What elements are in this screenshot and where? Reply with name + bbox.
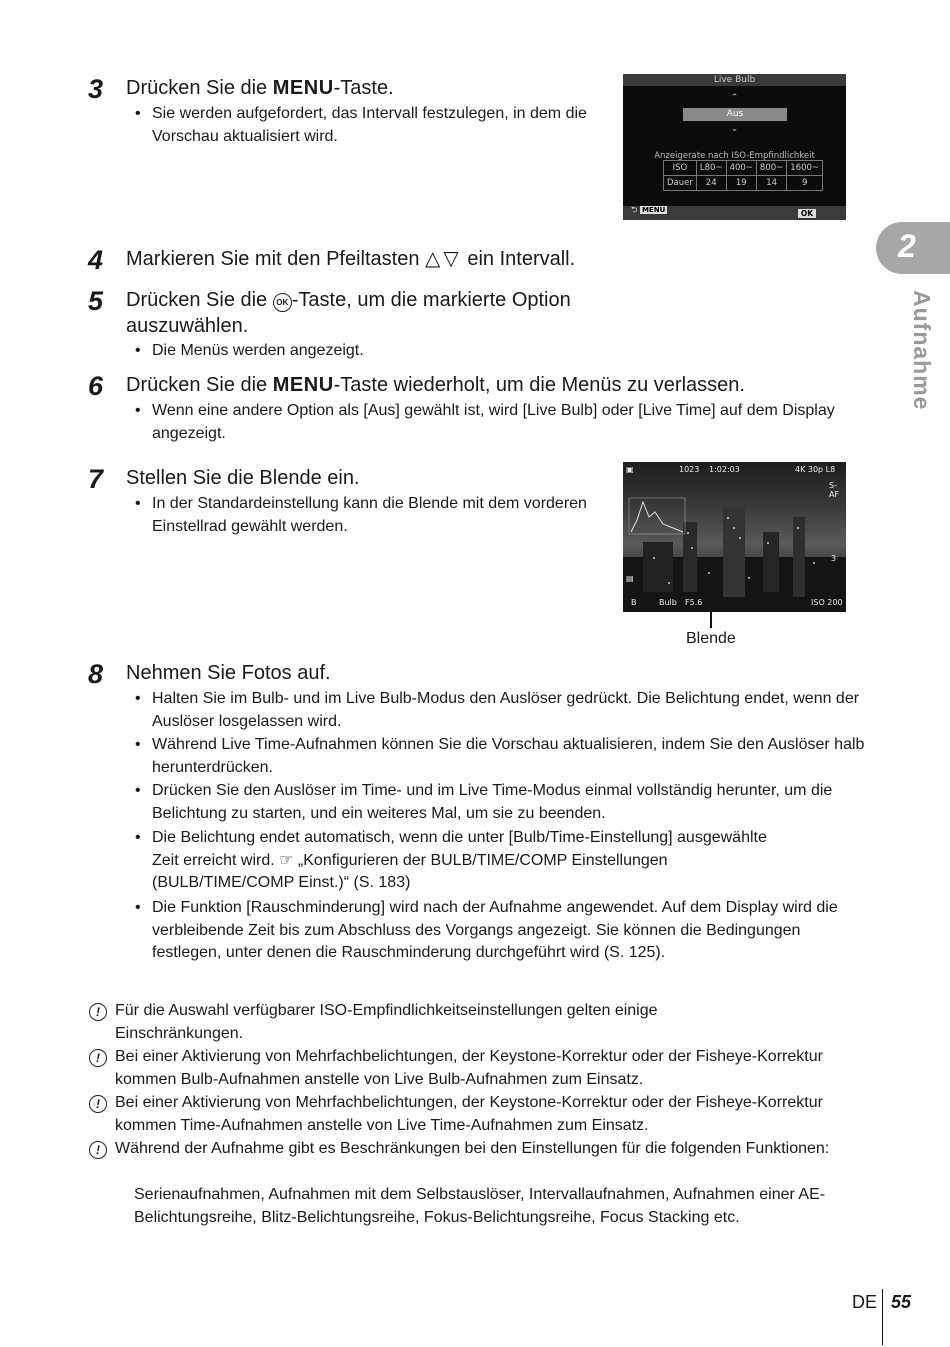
page-number: 55: [891, 1292, 912, 1312]
step-8-bullet: • Halten Sie im Bulb- und im Live Bulb-Modus den Auslöser gedrückt. Die Belichtung endet, wenn der Auslöser losgelassen wird.: [126, 688, 867, 733]
live-bulb-menu-screen: [623, 74, 846, 220]
step-3-bullet: • Sie werden aufgefordert, das Intervall festzulegen, in dem die Vorschau aktualisiert wird.: [126, 103, 602, 148]
up-arrow-icon: ⌃: [730, 93, 739, 103]
mode-icon: ▣: [626, 465, 634, 474]
step-5-title: [126, 287, 626, 339]
step-6-title-post: -Taste wiederholt, um die Menüs zu verlassen.: [333, 374, 745, 396]
caution-icon: !: [89, 1049, 107, 1067]
screen-footer: [623, 206, 846, 220]
exposure-mode: B: [631, 598, 637, 607]
screen-header: Live Bulb: [623, 74, 846, 86]
af-mode: S-AF: [829, 481, 840, 499]
caution-note: Bei einer Aktivierung von Mehrfachbelichtungen, der Keystone-Korrektur oder der Fisheye-Korrektur kommen Bulb-Aufnahmen anstelle von Live Bulb-Aufnahmen zum Einsatz.: [115, 1048, 823, 1088]
step-6-title-pre: Drücken Sie die: [126, 374, 273, 396]
table-cell: Dauer: [664, 176, 697, 191]
step-3-number: 3: [88, 74, 104, 104]
step-7-title: Stellen Sie die Blende ein.: [126, 467, 360, 489]
shot-counter: 1023: [679, 465, 700, 474]
remaining-time: 1:02:03: [709, 465, 740, 474]
table-cell: 9: [787, 176, 823, 191]
step-4-title-post: ein Intervall.: [461, 248, 576, 270]
step-4-title-pre: Markieren Sie mit den Pfeiltasten: [126, 248, 426, 270]
back-menu-label: [631, 204, 667, 218]
step-6-number: 6: [88, 371, 104, 401]
table-cell: 800~: [756, 161, 786, 176]
table-cell: 14: [756, 176, 786, 191]
chapter-number: 2: [898, 228, 916, 264]
chapter-tab: [876, 222, 950, 274]
iso-value: ISO 200: [811, 598, 843, 607]
step-5-bullet: • Die Menüs werden angezeigt.: [126, 340, 602, 363]
callout-line: [710, 611, 712, 628]
table-row: [664, 176, 823, 191]
live-view-screen: [623, 462, 846, 612]
caution-icon: !: [89, 1095, 107, 1113]
language-code: DE: [852, 1292, 878, 1312]
screen-note: Anzeigerate nach ISO-Empfindlichkeit: [654, 151, 815, 161]
menu-key-icon: MENU: [641, 206, 666, 214]
step-6-bullet: • Wenn eine andere Option als [Aus] gewählt ist, wird [Live Bulb] oder [Live Time] auf dem Display angezeigt.: [126, 400, 864, 445]
chapter-title: Aufnahme: [909, 290, 935, 411]
table-cell: ISO: [664, 161, 697, 176]
down-arrow-icon: ⌄: [730, 124, 739, 134]
shutter-value: Bulb: [659, 598, 677, 607]
step-7-bullet: • In der Standardeinstellung kann die Blende mit dem vorderen Einstellrad gewählt werden.: [126, 493, 612, 538]
caution-note: Für die Auswahl verfügbarer ISO-Empfindlichkeitseinstellungen gelten einige Einschränkungen.: [115, 1002, 658, 1042]
table-cell: 24: [696, 176, 726, 191]
city-night-image: [623, 462, 846, 612]
step-4-title: [126, 246, 575, 272]
footer-divider: [882, 1289, 883, 1345]
step-6-title: [126, 372, 745, 398]
caution-note: Bei einer Aktivierung von Mehrfachbelichtungen, der Keystone-Korrektur oder der Fisheye-Korrektur kommen Time-Aufnahmen anstelle von Live Time-Aufnahmen zum Einsatz.: [115, 1094, 823, 1134]
restricted-functions-list: Serienaufnahmen, Aufnahmen mit dem Selbstauslöser, Intervallaufnahmen, Aufnahmen einer AE-Belichtungsreihe, Blitz-Belichtungsreihe, Fokus-Belichtungsreihe, Focus Stacking etc.: [134, 1186, 826, 1226]
table-cell: 400~: [726, 161, 756, 176]
ok-button-icon: OK: [273, 293, 292, 312]
step-3-title: [126, 75, 394, 101]
caution-icon: !: [89, 1003, 107, 1021]
table-cell: L80~: [696, 161, 726, 176]
step-8-bullet: • Die Belichtung endet automatisch, wenn die unter [Bulb/Time-Einstellung] ausgewählte Zeit erreicht wird. ☞ „Konfigurieren der BULB/TIME/COMP Einstellungen (BULB/TIME/COMP Einst.)“ (S. 183): [126, 827, 792, 895]
zoom-value: 3: [831, 554, 837, 563]
step-7-number: 7: [88, 464, 104, 494]
back-arrow-icon: ⮌: [631, 205, 638, 214]
table-row: [664, 161, 823, 176]
step-8-number: 8: [88, 659, 104, 689]
step-5-title-post: -Taste, um die markierte Option auszuwählen.: [126, 289, 571, 337]
up-down-arrow-icon: △▽: [425, 248, 462, 270]
step-5-title-pre: Drücken Sie die: [126, 289, 273, 311]
video-format: 4K 30p L8: [795, 465, 836, 474]
step-8-title: Nehmen Sie Fotos auf.: [126, 662, 331, 684]
step-5-number: 5: [88, 286, 104, 316]
aperture-value: F5.6: [685, 598, 703, 607]
caution-note: Während der Aufnahme gibt es Beschränkungen bei den Einstellungen für die folgenden Funktionen:: [115, 1140, 830, 1157]
step-8-bullet: • Während Live Time-Aufnahmen können Sie die Vorschau aktualisieren, indem Sie den Auslöser halb herunterdrücken.: [126, 734, 867, 779]
menu-button-label: MENU: [272, 77, 334, 99]
step-8-bullet: • Drücken Sie den Auslöser im Time- und im Live Time-Modus einmal vollständig herunter, um die Belichtung zu starten, und ein weiteres Mal, um sie zu beenden.: [126, 780, 867, 825]
blende-caption: Blende: [686, 630, 736, 647]
step-3-title-pre: Drücken Sie die: [126, 77, 273, 99]
ok-key-icon: OK: [798, 209, 816, 218]
step-3-title-post: -Taste.: [333, 77, 394, 99]
iso-rate-table: [663, 160, 823, 191]
step-8-bullet: • Die Funktion [Rauschminderung] wird nach der Aufnahme angewendet. Auf dem Display wird die verbleibende Zeit bis zum Abschluss des Vorgangs angezeigt. Sie können die Bedingungen festlegen, unter denen die Rauschminderung durchgeführt wird (S. 125).: [126, 897, 867, 965]
selected-option: Aus: [683, 108, 787, 121]
table-cell: 19: [726, 176, 756, 191]
menu-button-label: MENU: [272, 374, 334, 396]
table-cell: 1600~: [787, 161, 823, 176]
menu-icon: ▤: [626, 574, 634, 583]
caution-icon: !: [89, 1141, 107, 1159]
step-4-number: 4: [88, 245, 104, 275]
